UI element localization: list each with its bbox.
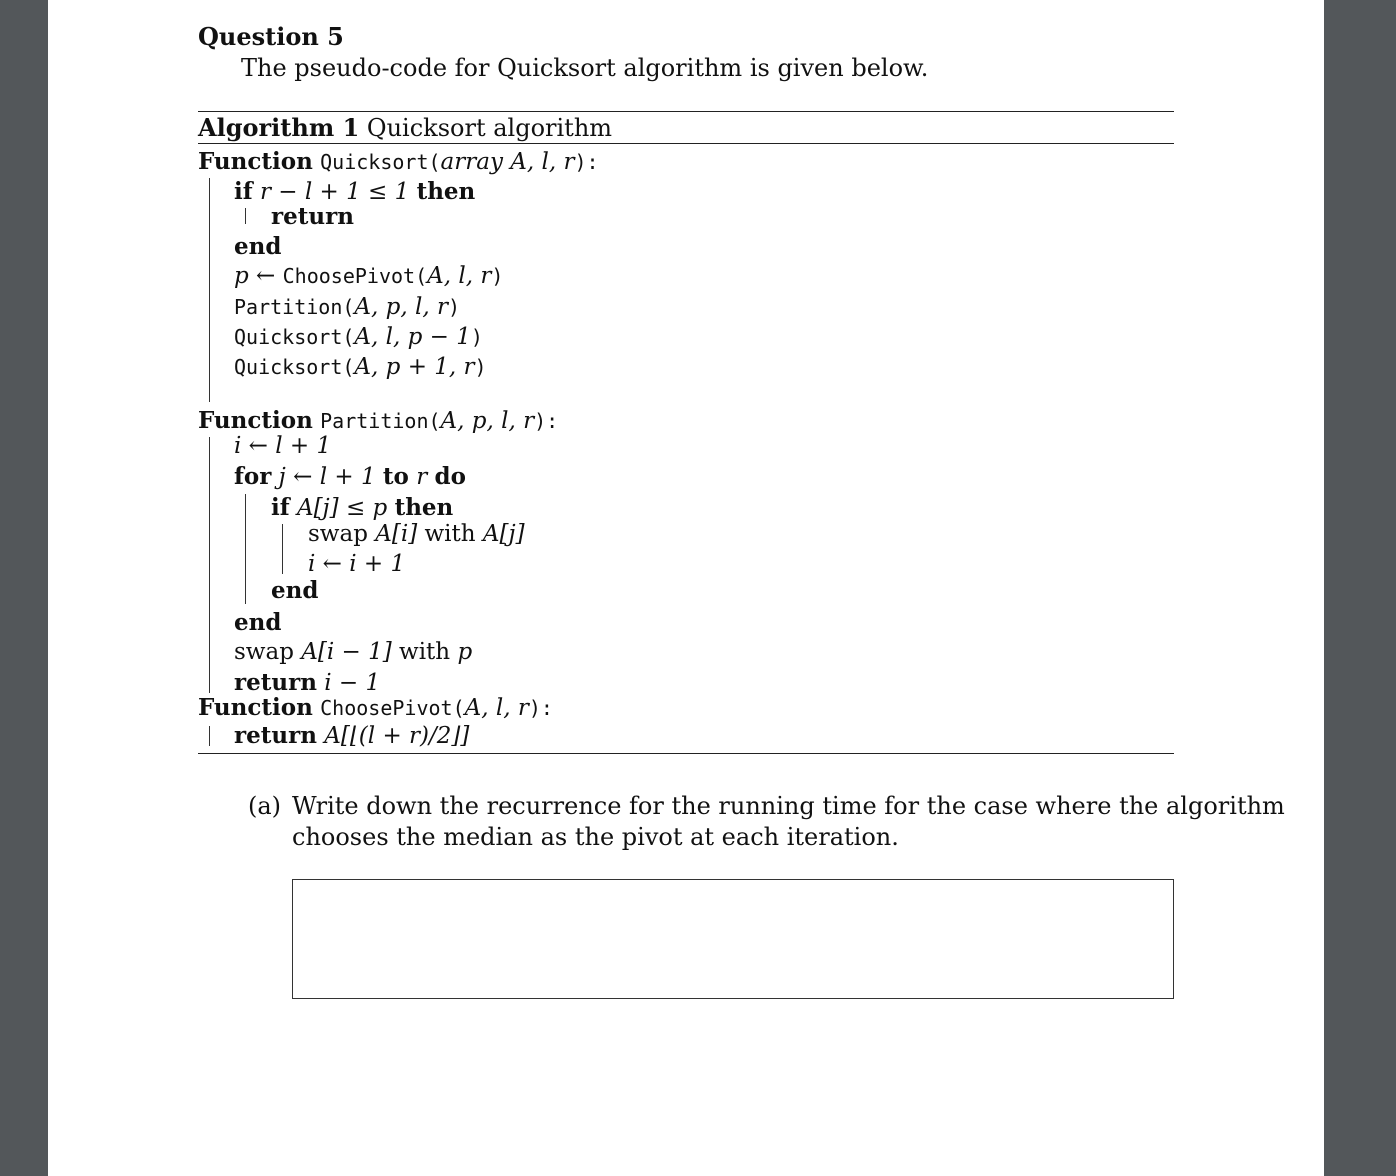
choosepivot-args: A, l, r xyxy=(427,263,492,289)
quicksort-if-line xyxy=(234,178,475,205)
quicksort-call: Quicksort( xyxy=(234,355,355,379)
swap-operand: A[j] xyxy=(482,521,525,547)
quicksort-partition-line xyxy=(234,294,460,320)
part-a-text-line1: Write down the recurrence for the running time for the case where the algorithm xyxy=(292,792,1285,820)
function-name: Quicksort( xyxy=(320,150,441,174)
keyword-return: return xyxy=(234,722,317,749)
choosepivot-block-bar xyxy=(209,726,210,746)
quicksort-args: A, p + 1, r xyxy=(354,354,475,380)
choosepivot-signature xyxy=(198,694,553,721)
quicksort-args: A, l, p − 1 xyxy=(354,324,471,350)
choosepivot-return-line xyxy=(234,722,469,749)
quicksort-return-line xyxy=(271,203,354,230)
with-text: with xyxy=(424,521,476,547)
function-args: array A, l, r xyxy=(440,149,575,175)
function-args: A, l, r xyxy=(464,695,529,721)
pivot-assign: p ← xyxy=(234,263,276,289)
choosepivot-call: ChoosePivot( xyxy=(282,264,428,288)
quicksort-end-line xyxy=(234,233,281,260)
for-end: r xyxy=(416,464,428,490)
quicksort-recurse-left-line xyxy=(234,324,483,350)
keyword-function: Function xyxy=(198,407,313,434)
if-block-bar xyxy=(245,208,246,224)
algorithm-bottom-rule xyxy=(198,753,1174,754)
keyword-end: end xyxy=(234,609,282,636)
if-condition: r − l + 1 ≤ 1 xyxy=(259,179,410,205)
if-condition: A[j] ≤ p xyxy=(296,495,388,521)
swap-operand: p xyxy=(457,639,473,665)
partition-final-swap-line xyxy=(234,639,472,665)
for-block-bar xyxy=(245,494,246,604)
keyword-if: if xyxy=(234,178,253,205)
keyword-function: Function xyxy=(198,148,313,175)
partition-signature xyxy=(198,407,558,434)
if-block-bar xyxy=(282,524,283,574)
quicksort-signature xyxy=(198,148,599,175)
algorithm-caption-text: Quicksort algorithm xyxy=(366,114,613,142)
keyword-return: return xyxy=(271,203,354,230)
function-close: ): xyxy=(534,409,559,433)
partition-args: A, p, l, r xyxy=(354,294,448,320)
function-name: Partition( xyxy=(320,409,441,433)
partition-for-line xyxy=(234,463,466,490)
partition-for-end-line xyxy=(234,609,281,636)
answer-box[interactable] xyxy=(292,879,1174,999)
part-a-text-line2: chooses the median as the pivot at each iteration. xyxy=(292,823,899,851)
function-args: A, p, l, r xyxy=(440,408,535,434)
partition-if-line xyxy=(271,494,453,521)
partition-increment-line: i ← i + 1 xyxy=(308,551,406,577)
keyword-then: then xyxy=(416,178,476,205)
question-intro: The pseudo-code for Quicksort algorithm is given below. xyxy=(241,54,929,82)
quicksort-recurse-right-line xyxy=(234,354,487,380)
part-a-label: (a) xyxy=(248,792,282,820)
call-close: ) xyxy=(447,295,461,319)
keyword-for: for xyxy=(234,463,272,490)
algorithm-caption-rule xyxy=(198,143,1174,144)
quicksort-pivot-line xyxy=(234,263,503,289)
function-name: ChoosePivot( xyxy=(320,696,465,720)
partition-if-end-line xyxy=(271,577,318,604)
partition-swap-line xyxy=(308,521,525,547)
keyword-then: then xyxy=(394,494,454,521)
call-close: ) xyxy=(491,264,504,288)
swap-text: swap xyxy=(308,521,368,547)
function-close: ): xyxy=(528,696,553,720)
return-value: i − 1 xyxy=(324,670,381,696)
keyword-if: if xyxy=(271,494,290,521)
partition-call: Partition( xyxy=(234,295,355,319)
keyword-end: end xyxy=(234,233,282,260)
keyword-function: Function xyxy=(198,694,313,721)
keyword-return: return xyxy=(234,669,317,696)
question-title: Question 5 xyxy=(198,22,344,51)
swap-operand: A[i − 1] xyxy=(301,639,392,665)
call-close: ) xyxy=(470,325,483,349)
swap-text: swap xyxy=(234,639,294,665)
partition-block-bar xyxy=(209,437,210,693)
partition-return-line xyxy=(234,669,380,696)
keyword-to: to xyxy=(382,463,409,490)
for-variable: j ← l + 1 xyxy=(278,464,376,490)
keyword-end: end xyxy=(271,577,319,604)
keyword-do: do xyxy=(434,463,466,490)
call-close: ) xyxy=(474,355,487,379)
return-value: A[⌊(l + r)/2⌋] xyxy=(324,723,470,749)
with-text: with xyxy=(399,639,451,665)
quicksort-block-bar xyxy=(209,178,210,402)
function-close: ): xyxy=(574,150,599,174)
partition-init-line: i ← l + 1 xyxy=(234,433,332,459)
algorithm-top-rule xyxy=(198,111,1174,112)
algorithm-caption xyxy=(198,113,612,142)
swap-operand: A[i] xyxy=(375,521,418,547)
document-page xyxy=(48,0,1324,1176)
algorithm-label: Algorithm 1 xyxy=(198,113,360,142)
quicksort-call: Quicksort( xyxy=(234,325,355,349)
